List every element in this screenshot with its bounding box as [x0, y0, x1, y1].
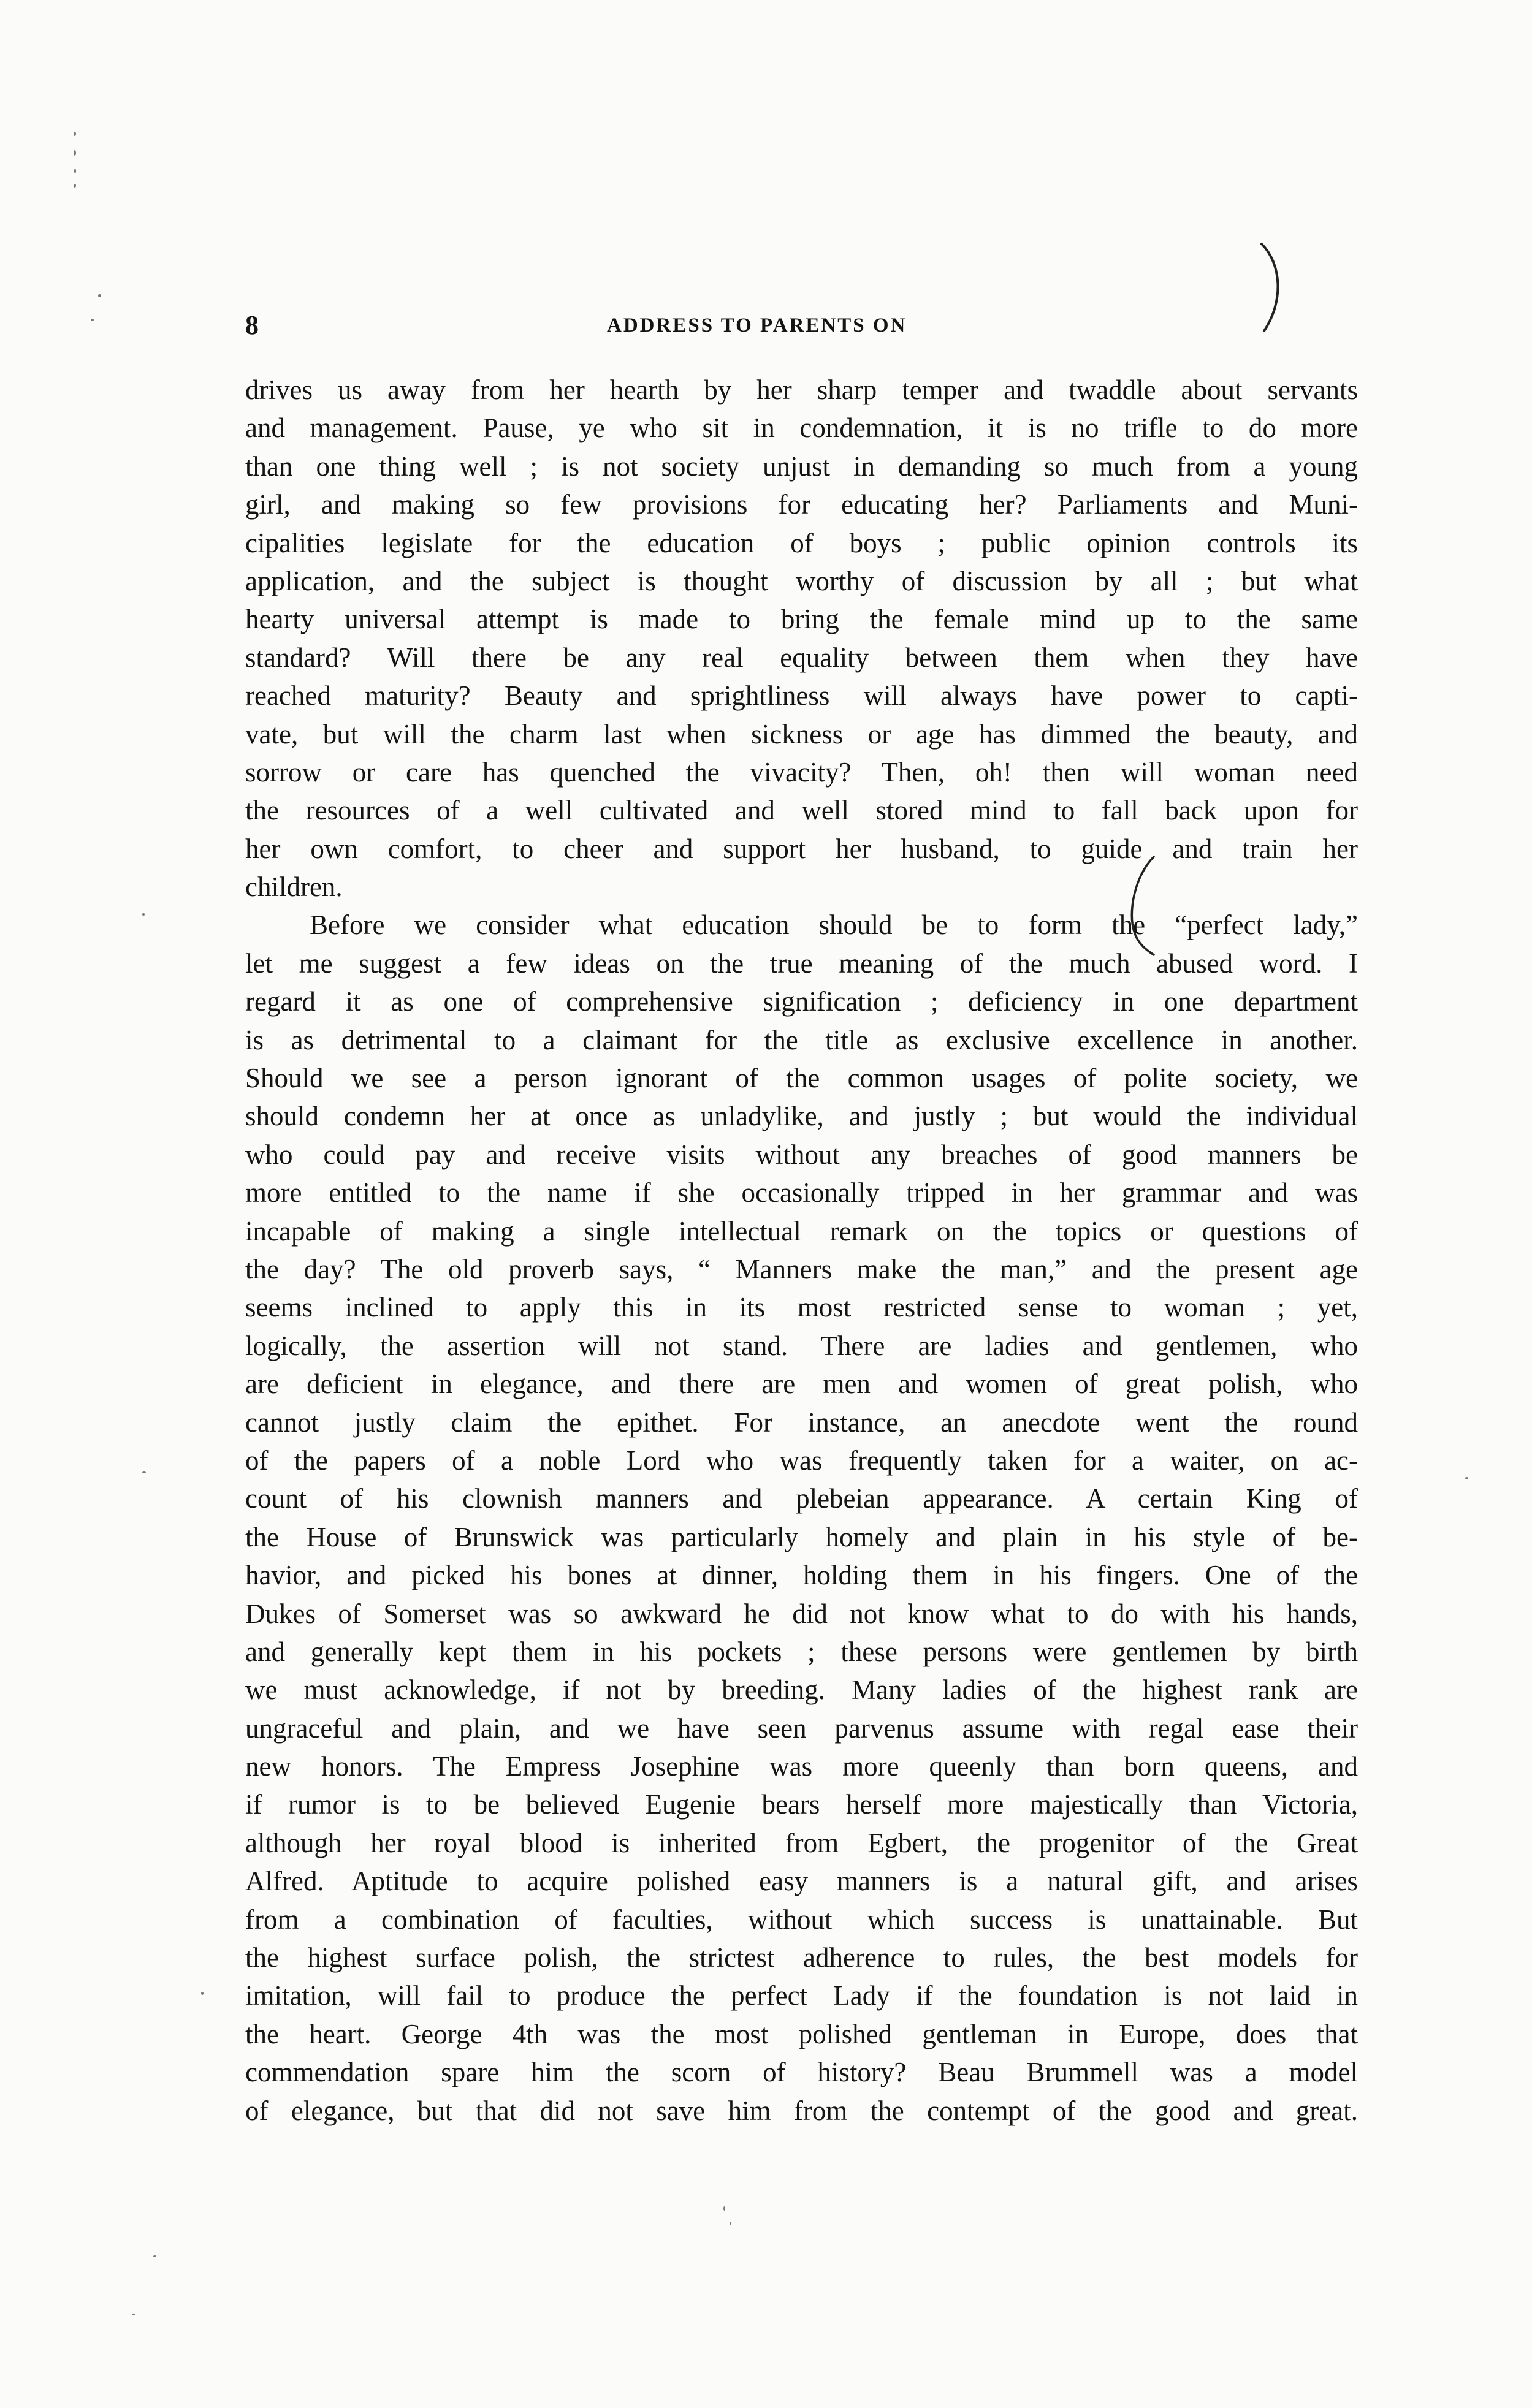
paragraph [245, 906, 1358, 2130]
text-line: hearty universal attempt is made to bring the female mind up to the same [245, 604, 1358, 635]
text-line: Dukes of Somerset was so awkward he did not know what to do with his hands, [245, 1598, 1358, 1629]
margin-speck [153, 2255, 156, 2257]
text-line: her own comfort, to cheer and support her husband, to guide and train her [245, 833, 1358, 864]
text-line: incapable of making a single intellectual remark on the topics or questions of [245, 1215, 1358, 1247]
text-line: new honors. The Empress Josephine was more queenly than born queens, and [245, 1751, 1358, 1782]
text-line: of the papers of a noble Lord who was frequently taken for a waiter, on ac- [245, 1445, 1358, 1476]
text-line: the House of Brunswick was particularly homely and plain in his style of be- [245, 1521, 1358, 1552]
text-line: sorrow or care has quenched the vivacity? Then, oh! then will woman need [245, 756, 1358, 788]
text-line: reached maturity? Beauty and sprightliness will always have power to capti- [245, 680, 1358, 712]
page-header [245, 310, 1367, 346]
margin-speck [98, 294, 101, 297]
text-line: should condemn her at once as unladylike, and justly ; but would the individual [245, 1101, 1358, 1132]
text-line: imitation, will fail to produce the perfect Lady if the foundation is not laid in [245, 1980, 1358, 2011]
text-line: the day? The old proverb says, “ Manners make the man,” and the present age [245, 1253, 1358, 1285]
margin-speck [142, 913, 145, 916]
margin-speck [142, 1471, 146, 1473]
margin-speck [74, 169, 76, 173]
text-line: of elegance, but that did not save him from the contempt of the good and great. [245, 2095, 1358, 2126]
text-line: if rumor is to be believed Eugenie bears herself more majestically than Victoria, [245, 1789, 1358, 1820]
text-line: the resources of a well cultivated and well stored mind to fall back upon for [245, 795, 1358, 826]
margin-speck [74, 184, 76, 188]
text-line: and generally kept them in his pockets ; these persons were gentlemen by birth [245, 1636, 1358, 1667]
text-line: more entitled to the name if she occasionally tripped in her grammar and was [245, 1177, 1358, 1209]
text-line: from a combination of faculties, without which success is unattainable. But [245, 1904, 1358, 1935]
text-line: standard? Will there be any real equality between them when they have [245, 642, 1358, 673]
text-line: drives us away from her hearth by her sharp temper and twaddle about servants [245, 374, 1358, 405]
paragraph [245, 371, 1358, 906]
text-line: although her royal blood is inherited from Egbert, the progenitor of the Great [245, 1827, 1358, 1858]
text-line: count of his clownish manners and plebeian appearance. A certain King of [245, 1483, 1358, 1514]
text-line: havior, and picked his bones at dinner, holding them in his fingers. One of the [245, 1560, 1358, 1591]
body-text [245, 371, 1358, 2130]
text-line: girl, and making so few provisions for educating her? Parliaments and Muni- [245, 489, 1358, 520]
text-line: the heart. George 4th was the most polished gentleman in Europe, does that [245, 2018, 1358, 2049]
text-line: vate, but will the charm last when sickness or age has dimmed the beauty, and [245, 718, 1358, 750]
text-line: logically, the assertion will not stand. There are ladies and gentlemen, who [245, 1330, 1358, 1361]
text-line: than one thing well ; is not society unjust in demanding so much from a young [245, 450, 1358, 482]
text-line: application, and the subject is thought worthy of discussion by all ; but what [245, 565, 1358, 596]
text-line: regard it as one of comprehensive signification ; deficiency in one department [245, 986, 1358, 1017]
text-line: seems inclined to apply this in its most restricted sense to woman ; yet, [245, 1292, 1358, 1323]
text-line: are deficient in elegance, and there are men and women of great polish, who [245, 1369, 1358, 1400]
text-line: commendation spare him the scorn of history? Beau Brummell was a model [245, 2057, 1358, 2088]
running-head: ADDRESS TO PARENTS ON [607, 314, 907, 336]
text-line: the highest surface polish, the strictest adherence to rules, the best models for [245, 1942, 1358, 1973]
margin-speck [132, 2314, 135, 2315]
margin-speck [74, 132, 76, 136]
text-line: Alfred. Aptitude to acquire polished easy manners is a natural gift, and arises [245, 1866, 1358, 1897]
page-number: 8 [245, 310, 259, 340]
margin-speck [91, 319, 94, 321]
text-line: Before we consider what education should be to form the “perfect lady,” [310, 910, 1358, 941]
text-line: who could pay and receive visits without any breaches of good manners be [245, 1139, 1358, 1170]
text-line: and management. Pause, ye who sit in condemnation, it is no trifle to do more [245, 412, 1358, 444]
text-line: is as detrimental to a claimant for the title as exclusive excellence in another. [245, 1024, 1358, 1055]
text-line: Should we see a person ignorant of the common usages of polite society, we [245, 1063, 1358, 1094]
text-line: children. [245, 872, 343, 903]
margin-speck [723, 2206, 725, 2211]
text-line: let me suggest a few ideas on the true meaning of the much abused word. I [245, 948, 1358, 979]
text-line: cipalities legislate for the education of boys ; public opinion controls its [245, 527, 1358, 558]
margin-speck [730, 2222, 731, 2225]
text-line: ungraceful and plain, and we have seen parvenus assume with regal ease their [245, 1712, 1358, 1744]
margin-speck [74, 150, 76, 156]
margin-speck [201, 1992, 204, 1995]
margin-speck [1465, 1477, 1468, 1479]
text-line: cannot justly claim the epithet. For instance, an anecdote went the round [245, 1407, 1358, 1438]
text-line: we must acknowledge, if not by breeding. Many ladies of the highest rank are [245, 1674, 1358, 1706]
